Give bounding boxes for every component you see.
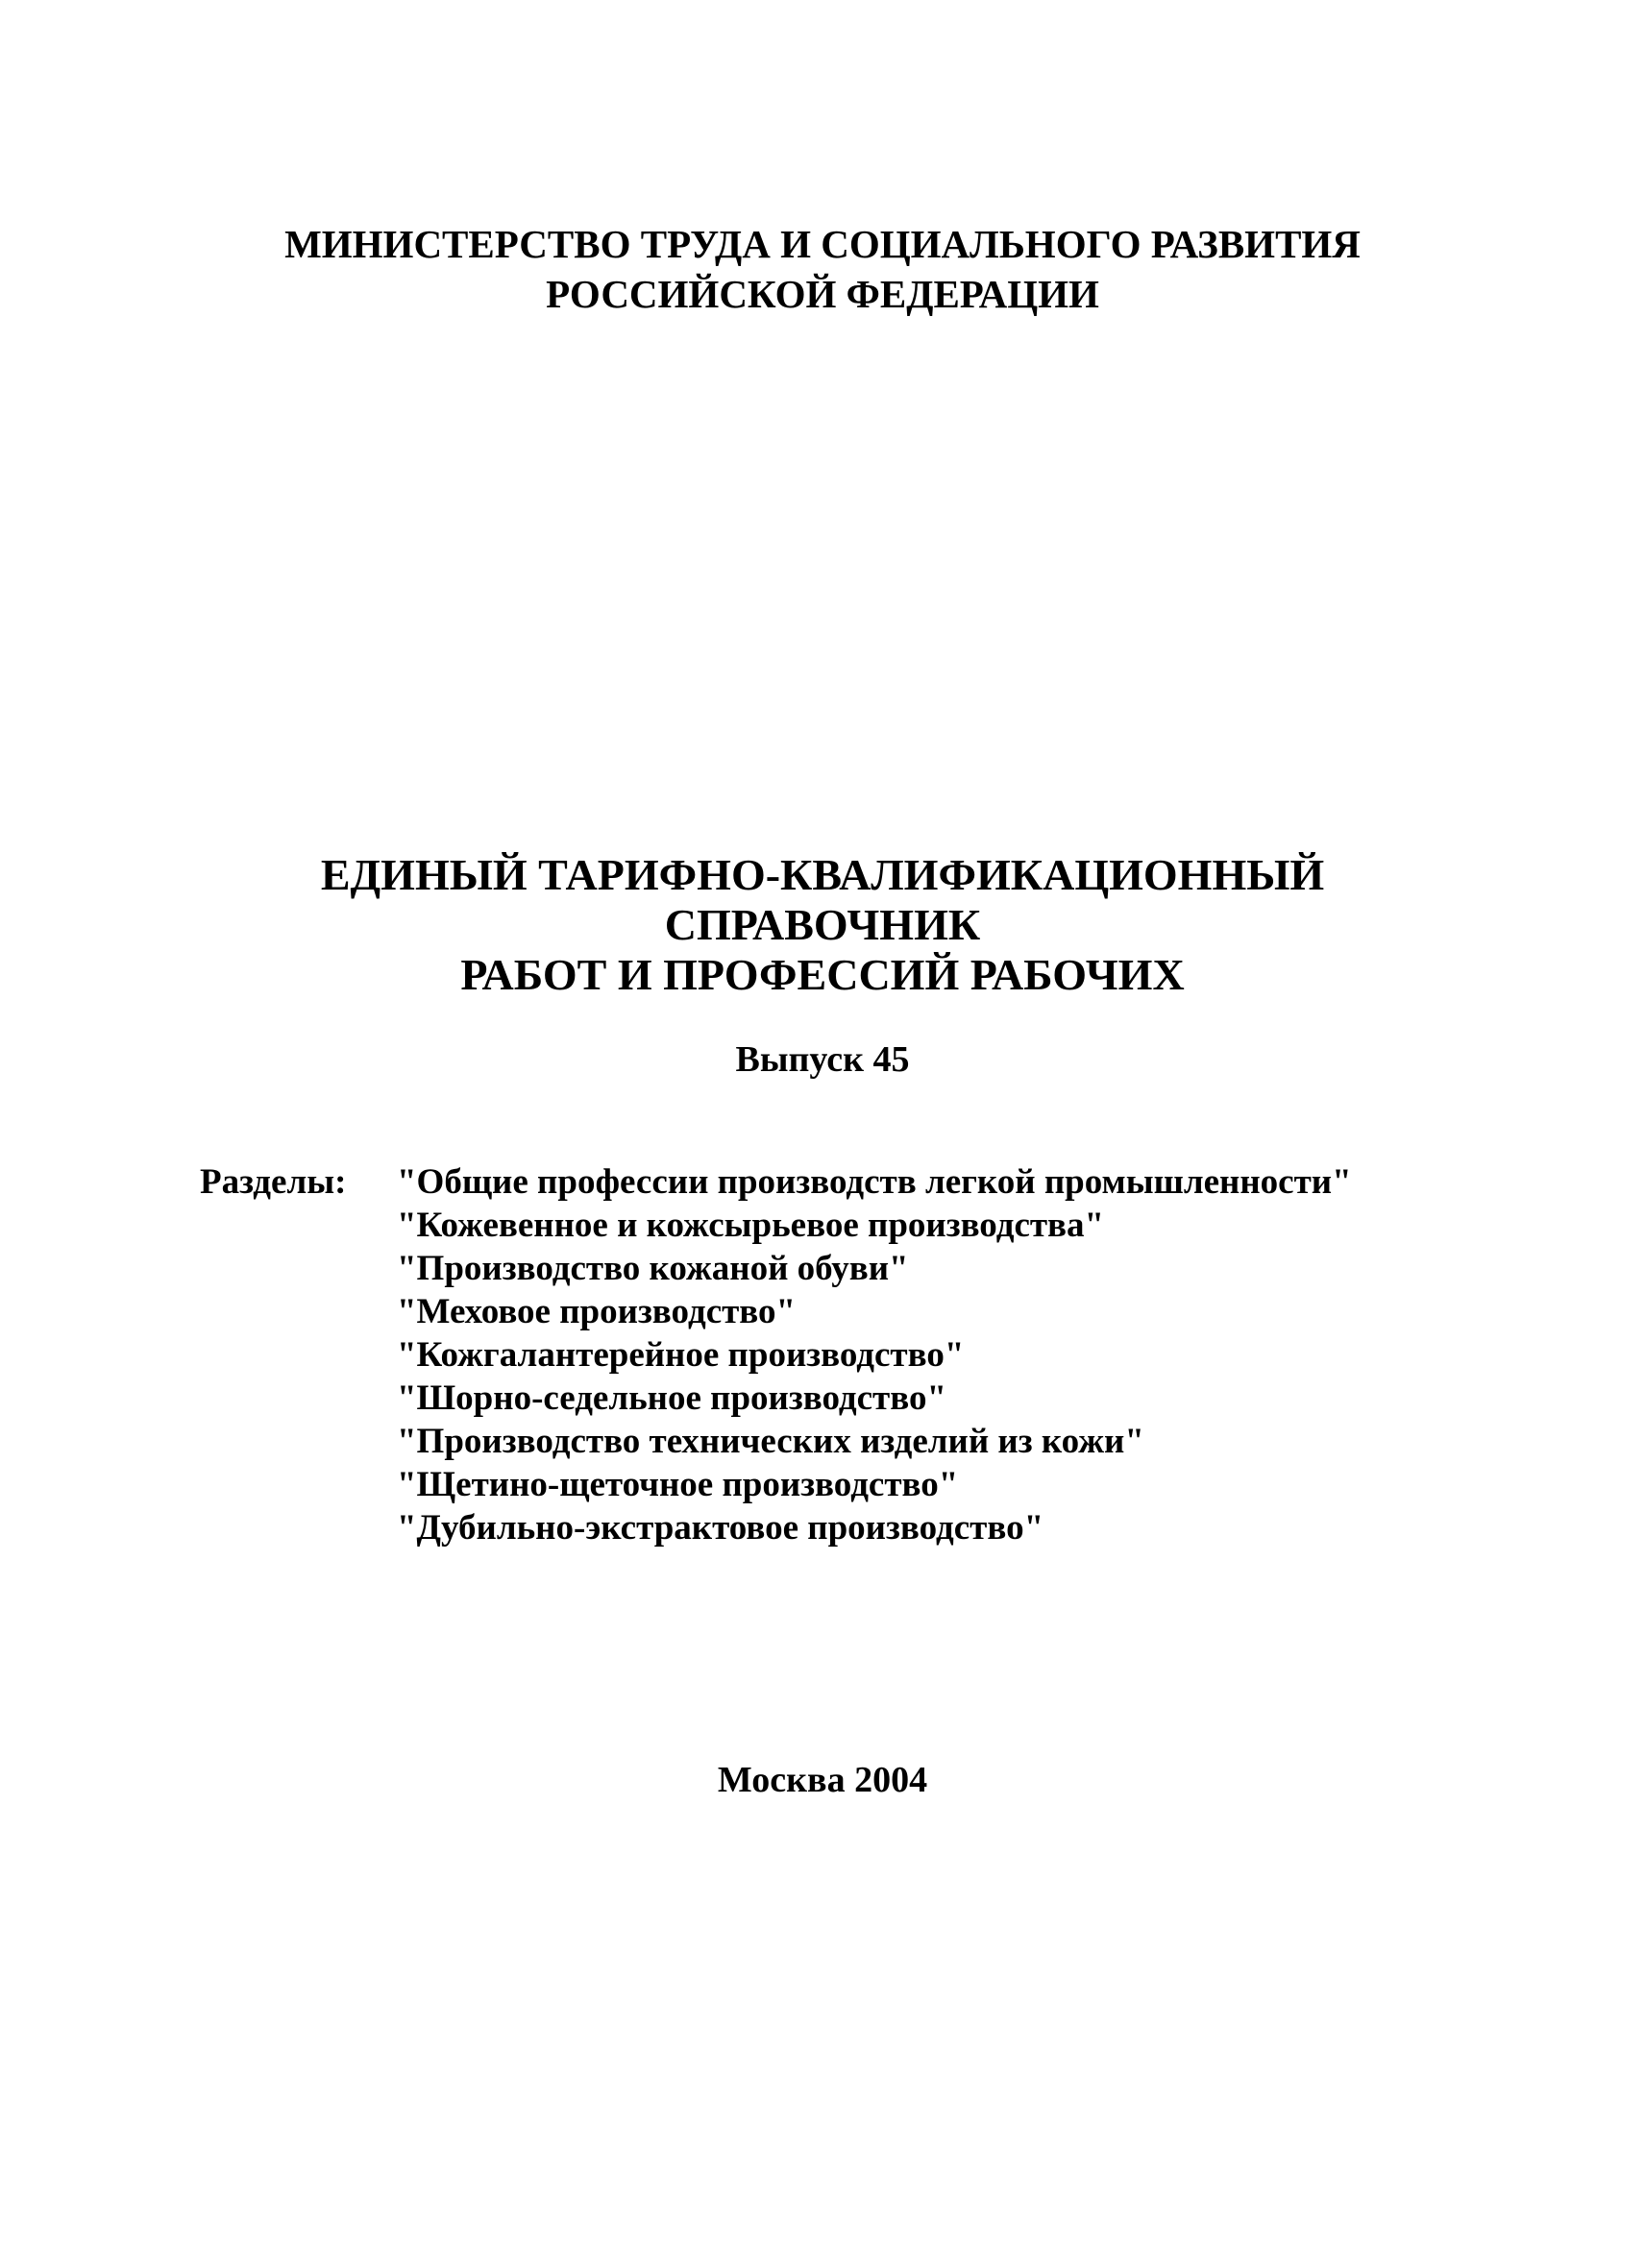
sections-label: Разделы: bbox=[200, 1162, 347, 1202]
title-line-2: СПРАВОЧНИК bbox=[664, 900, 981, 949]
ministry-heading bbox=[0, 219, 1645, 319]
section-item: "Шорно-седельное производство" bbox=[397, 1378, 946, 1418]
ministry-line-1: МИНИСТЕРСТВО ТРУДА И СОЦИАЛЬНОГО РАЗВИТИЯ bbox=[284, 222, 1361, 266]
section-item: "Общие профессии производств легкой промышленности" bbox=[397, 1162, 1352, 1202]
issue-number: Выпуск 45 bbox=[735, 1039, 910, 1080]
section-item: "Кожевенное и кожсырьевое производства" bbox=[397, 1206, 1105, 1245]
title-line-1: ЕДИНЫЙ ТАРИФНО-КВАЛИФИКАЦИОННЫЙ bbox=[320, 850, 1325, 899]
section-item: "Дубильно-экстрактовое производство" bbox=[397, 1508, 1044, 1548]
section-item: "Щетино-щеточное производство" bbox=[397, 1465, 959, 1504]
section-item: "Кожгалантерейное производство" bbox=[397, 1335, 965, 1375]
ministry-line-2: РОССИЙСКОЙ ФЕДЕРАЦИИ bbox=[546, 272, 1099, 316]
section-item: "Производство кожаной обуви" bbox=[397, 1249, 909, 1288]
sections-list bbox=[397, 1160, 1352, 1549]
place-and-year: Москва 2004 bbox=[717, 1760, 928, 1800]
title-line-3: РАБОТ И ПРОФЕССИЙ РАБОЧИХ bbox=[460, 950, 1185, 999]
section-item: "Производство технических изделий из кожи" bbox=[397, 1422, 1144, 1461]
section-item: "Меховое производство" bbox=[397, 1292, 797, 1331]
document-title bbox=[0, 850, 1645, 1000]
